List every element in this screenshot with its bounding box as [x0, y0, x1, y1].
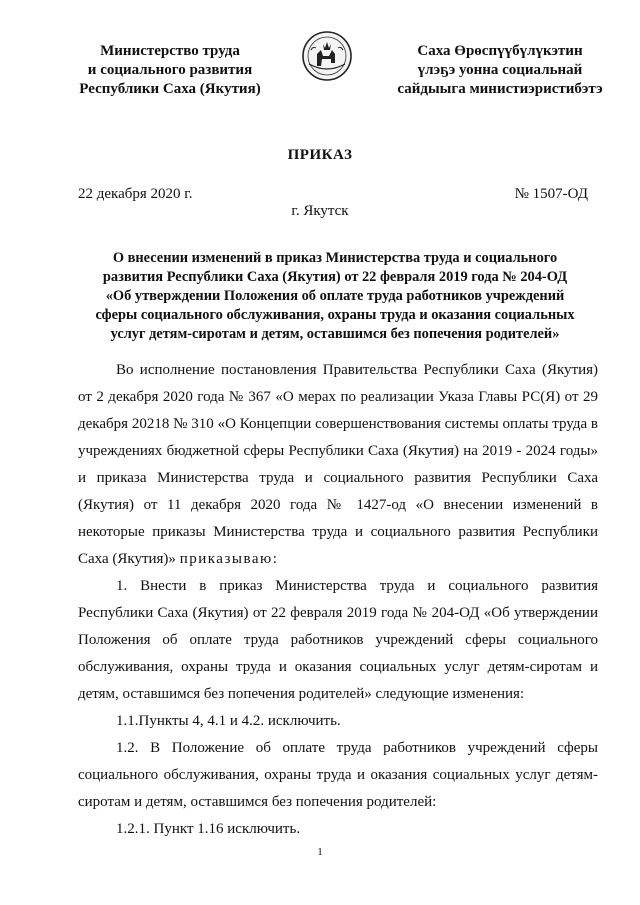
subject-line: развития Республики Саха (Якутия) от 22 февраля 2019 года № 204-ОД	[102, 269, 568, 285]
order-date: 22 декабря 2020 г.	[78, 186, 193, 202]
clause-1-2-1-paragraph: 1.2.1. Пункт 1.16 исключить.	[116, 821, 301, 837]
org-line: сайдыыга министиэристибэтэ	[397, 81, 603, 97]
clause-1-2-paragraph: 1.2. В Положение об оплате труда работников учреждений сферы социального обслуживания, охраны труда и оказания социальных услуг детям-сиротам и детям, оставшимся без попечения родителей:	[78, 740, 598, 810]
ministry-name-yakut	[380, 42, 620, 99]
document-body	[78, 357, 598, 843]
subject-line: услуг детям-сиротам и детям, оставшимся без попечения родителей»	[110, 326, 560, 342]
coat-of-arms-emblem	[301, 30, 353, 82]
org-line: Министерство труда	[100, 43, 240, 59]
ministry-name-russian	[70, 42, 270, 99]
subject-line: сферы социального обслуживания, охраны труда и оказания социальных	[95, 307, 575, 323]
preamble-text: Во исполнение постановления Правительства Республики Саха (Якутия) от 2 декабря 2020 года № 367 «О мерах по реализации Указа Главы РС(Я) от 29 декабря 20218 № 310 «О Концепции совершенствования системы оплаты труда в учреждениях бюджетной сферы Республики Саха (Якутия) на 2019 - 2024 годы» и приказа Министерства труда и социального развития Республики Саха (Якутия) от 11 декабря 2020 года № 1427-од «О внесении изменений в некоторые приказы Министерства труда и социального развития Республики Саха (Якутия)»	[78, 362, 598, 567]
document-title: ПРИКАЗ	[287, 147, 353, 163]
order-subject	[70, 249, 600, 344]
clause-1-1-paragraph: 1.1.Пункты 4, 4.1 и 4.2. исключить.	[116, 713, 341, 729]
page-number: 1	[317, 846, 323, 858]
subject-line: «Об утверждении Положения об оплате труда работников учреждений	[105, 288, 565, 304]
order-command: приказываю:	[179, 551, 279, 567]
preamble-paragraph	[78, 357, 598, 573]
org-line: Республики Саха (Якутия)	[79, 81, 261, 97]
subject-line: О внесении изменений в приказ Министерства труда и социального	[112, 250, 558, 266]
org-line: үлэҕэ уонна социальнай	[417, 62, 583, 78]
order-city: г. Якутск	[291, 203, 349, 219]
org-line: и социального развития	[87, 62, 253, 78]
order-number: № 1507-ОД	[514, 186, 588, 202]
org-line: Саха Өрөспүүбүлүкэтин	[417, 43, 583, 59]
clause-1-paragraph: 1. Внести в приказ Министерства труда и социального развития Республики Саха (Якутия) от 22 февраля 2019 года № 204-ОД «Об утверждении Положения об оплате труда работников учреждений сферы социального обслуживания, охраны труда и оказания социальных услуг детям-сиротам и детям, оставшимся без попечения родителей» следующие изменения:	[78, 578, 598, 702]
